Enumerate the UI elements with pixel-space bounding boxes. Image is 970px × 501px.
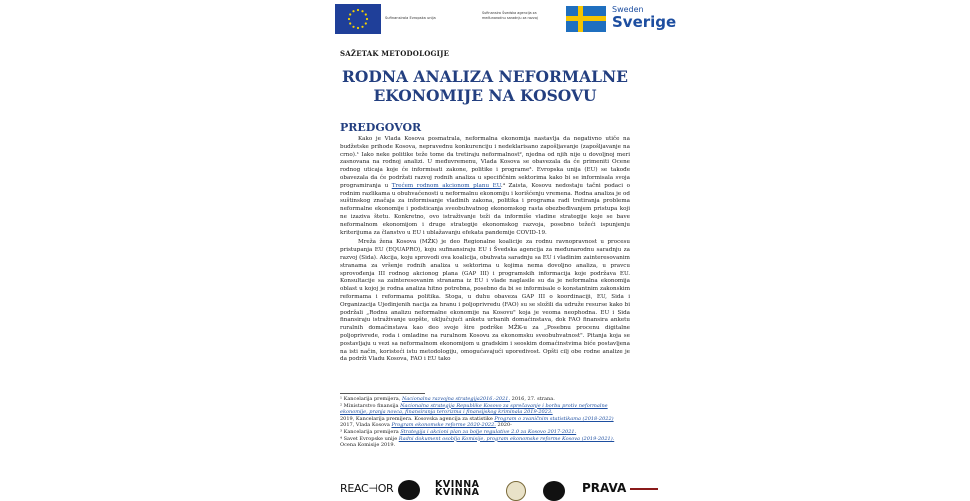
body-text — [340, 136, 630, 366]
footnote-3-link[interactable]: Strategija i akcioni plan za bolje regulative 2.0 za Kosovo 2017-2021. — [400, 428, 577, 435]
doc-label: SAŽETAK METODOLOGIJE — [340, 49, 450, 58]
awen-logo — [506, 481, 526, 501]
star-partner-logo — [630, 488, 658, 500]
header-logos — [330, 2, 677, 36]
footnote-divider — [340, 393, 425, 394]
sverige-word: Sverige — [612, 13, 677, 31]
eu-caption: Sufinansirala Evropska unija — [385, 16, 436, 20]
footnote-3: ³ Kancelarija premijera Strategija i akcioni plan za bolje regulative 2.0 za Kosovo 2017-2021. — [340, 428, 577, 435]
footnote-4-link[interactable]: Radni dokument osoblja Komisije, program ekonomske reforme Kosova (2019-2021). — [398, 435, 615, 442]
network-circle-logo — [543, 481, 565, 501]
footer-logos — [340, 478, 640, 500]
section-heading: PREDGOVOR — [340, 121, 422, 134]
sweden-flag-logo — [566, 6, 606, 32]
footnote-1-link[interactable]: Nacionalna razvojna strategija2016.-2021. — [401, 396, 511, 402]
document-page — [300, 0, 677, 500]
paragraph-2: Mreža žena Kosova (MŽK) je deo Regionalne koalicije za rodnu ravnopravnost u procesu pristupanja EU (EQUAPRO), koju sufinansiraju EU i Švedska agencija za međunarodnu saradnju za razvoj (Sida). Akcija, koju sprovodi ova koalicija, obuhvata saradnju sa EU i vladinim zainteresovanim stranama za vršenje rodnih analiza u sektorima u kojima nema dovoljno analiza, u pravcu sprovođenja III rodnog akcionog plana (GAP III) i programskih informacija koje podržava EU. Konsultacije sa zainteresovanim stranama iz EU i vlade naglasile su da je neformalna ekonomija oblast u kojoj je rodna analiza hitno potrebna, posebno da bi se informisale o konstantnim zakonskim reformama i reformama politika. Stoga, u duhu obaveza GAP III o koordinaciji, EU, Sida i Organizacija Ujedinjenih nacija za hranu i poljoprivredu (FAO) su se složili da udruže resurse kako bi podržali „Rodnu analizu neformalne ekonomije na Kosovu" koja je veoma neophodna. EU i Sida finansiraju istraživanje uopšte, uključujući anketu urbanih domaćinstava, dok FAO finansira anketu ruralnih domaćinstava kao deo svoje šire podrške MŽK-u za „Posebnu procenu digitalne poljoprivrede, roda i omladine na ruralnom Kosovu za ekonomsku sveobuhvatnost". Pitanja koja se postavljaju u vezi sa neformalnom ekonomijom u gradskim i seoskim domaćinstvima biće postavljena na isti način, koristeći istu metodologiju, omogućavajući uporedivost. Opšti cilj obe rodne analize je da podrži Vladu Kosova, FAO i EU tako — [340, 239, 630, 363]
eu-flag-logo — [335, 4, 381, 34]
sida-caption: Sufinansira Švedska agencija za međunarodnu saradnju za razvoj — [482, 11, 538, 20]
doc-title-line2: EKONOMIJE NA KOSOVU — [373, 86, 597, 105]
prava-logo: PRAVA — [582, 481, 627, 495]
footnote-2: ² Ministarstvo finansija Nacionalna strategija Republike Kosovo za sprečavanje i borbu protiv neformalne ekonomije, pranja novca, finansiranja terorizma i finansijskog kriminala 2019-2023. — [340, 402, 608, 416]
sweden-sverige-logo — [612, 6, 676, 30]
doc-title-line1: RODNA ANALIZA NEFORMALNE — [342, 67, 628, 86]
footnote-2b: 2019, Kancelarija premijera. Kosovska agencija za statistike Program o zvaničnim statistikama (2018-2022) — [340, 415, 614, 422]
footnotes — [340, 396, 630, 449]
kvinna-till-kvinna-logo: KVINNA KVINNA — [435, 479, 480, 498]
sweden-word: Sweden — [612, 5, 644, 14]
paragraph-1-text-a: Kako je Vlada Kosova posmatrala, neformalna ekonomija nastavlja da negativno utiče na budžetske prihode Kosova, nepravednu konkurenciju i nedeklarisano zapošljavanje (zapošljavanje na crno).¹ Iako neke politike teže tome da tretiraju neformalnost², njedna od njih nije u dovoljnoj meri zasnovana na rodnoj analizi. U međuvremenu, Vlada Kosova se obavezala da će primeniti Ocene rodnog uticaja koje će informisati zakone, politike i programe³. Evropska unija (EU) se takođe obavezala da će podržati razvoj rodnih analiza u specifičnim sektorima kako bi se informisala svoja programiranja u — [340, 136, 630, 189]
footnote-2-link[interactable]: Nacionalna strategija Republike Kosovo za sprečavanje i borbu protiv neformalne ekonomije, pranja novca, finansiranja terorizma i finansijskog kriminala 2019-2023. — [340, 402, 608, 416]
doc-title — [340, 67, 630, 105]
footnote-2c: 2017, Vlada Kosova Program ekonomske reforme 2020-2022. 2020- — [340, 422, 512, 429]
reactor-logo: REAC⊣OR — [340, 482, 394, 495]
footnote-4: ⁴ Savet Evropske unije Radni dokument osoblja Komisije, program ekonomske reforme Kosova (2019-2021). Ocena Komisije 2019. — [340, 435, 615, 449]
footnote-2c-link[interactable]: Program ekonomske reforme 2020-2022. — [391, 422, 496, 429]
footnote-1: ¹ Kancelarija premijera, Nacionalna razvojna strategija2016.-2021. 2016, 27. strana. — [340, 396, 555, 402]
paragraph-1 — [340, 136, 630, 237]
gap-iii-link[interactable]: Trećem rodnom akcionom planu EU — [391, 182, 501, 189]
paragraph-1-text-b: .⁴ Zaista, Kosovu nedostaju tačni podaci o rodnim razlikama u obuhvaćenosti u neformalnu ekonomiju i korišćenju vremena. Rodna analiza je od suštinskog značaja za informisanje vladinih zakona, politika i programa radi tretiranja problema neformalne ekonomije i podsticanja sveobuhvatnog ekonomskog rasta obezbeđivanjem pristupa koji ne izaziva štetu. Konkretno, ovo istraživanje teži da informiše vladine strategije koje se bave neformalnom ekonomijom i druge strategije ekonomskog razvoja, posebno težeći ispunjenju kriterijuma za članstvo u EU i ublažavanju efekata pandemije COVID-19. — [340, 182, 630, 236]
footnote-2b-link[interactable]: Program o zvaničnim statistikama (2018-2022) — [494, 415, 614, 422]
partner-circle-logo — [398, 480, 420, 500]
